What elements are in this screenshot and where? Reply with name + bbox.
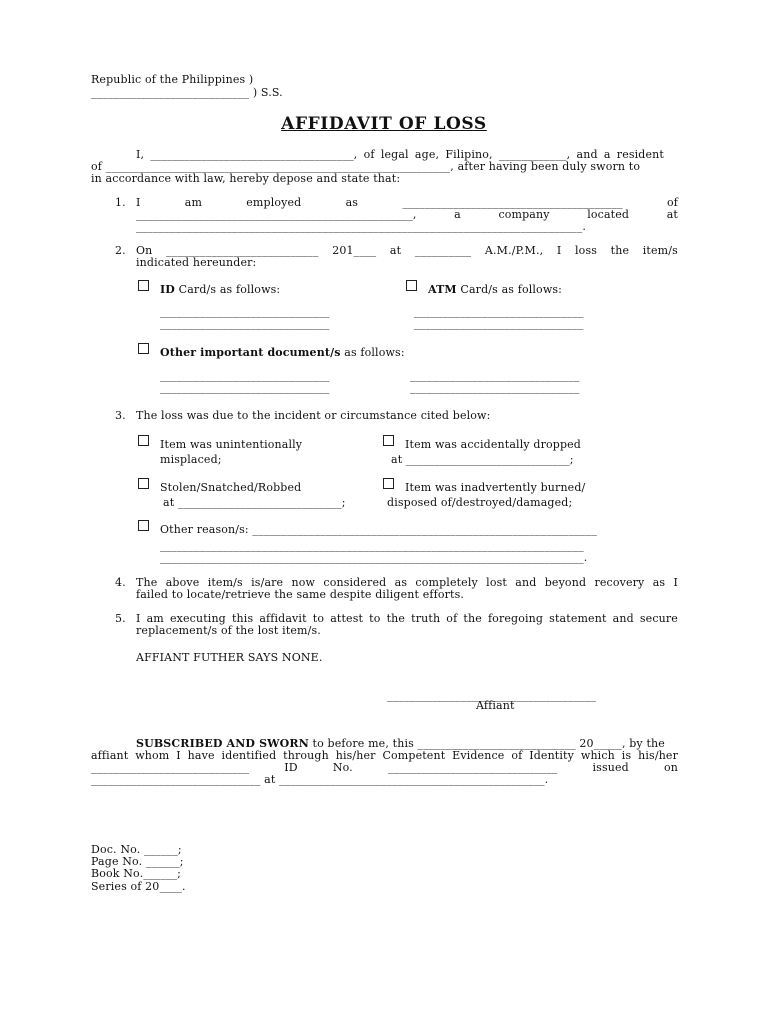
word: item/s bbox=[207, 576, 243, 589]
word: secure bbox=[639, 612, 678, 625]
word: the bbox=[610, 244, 630, 257]
word: is/are bbox=[251, 576, 284, 589]
word: affiant bbox=[91, 749, 129, 762]
word: On bbox=[136, 244, 153, 257]
word: considered bbox=[323, 576, 387, 589]
other-reason-blank-2[interactable]: ___________________________________________________________________________. bbox=[160, 551, 588, 564]
word: and bbox=[612, 612, 634, 625]
word: as bbox=[652, 576, 666, 589]
word: A.M./P.M., bbox=[484, 244, 544, 257]
stolen-checkbox[interactable] bbox=[138, 478, 149, 489]
word: Evidence bbox=[452, 749, 505, 762]
word: I bbox=[136, 612, 141, 625]
word: at bbox=[666, 208, 678, 221]
other-document-blank-2[interactable]: ______________________________ bbox=[160, 381, 330, 394]
word: of bbox=[666, 196, 678, 209]
misplaced-label-1: Item was unintentionally bbox=[160, 438, 303, 451]
word: item/s bbox=[642, 244, 678, 257]
word: to bbox=[312, 612, 325, 625]
other-document-blank-3[interactable]: ______________________________ bbox=[410, 369, 580, 382]
word: resident bbox=[616, 148, 664, 161]
stolen-label-1: Stolen/Snatched/Robbed bbox=[160, 481, 302, 494]
word: I bbox=[556, 244, 562, 257]
word: employed bbox=[246, 196, 302, 209]
word: on bbox=[663, 761, 678, 774]
affiant-signature-line[interactable]: _____________________________________ bbox=[387, 689, 597, 702]
book-number: Book No.______; bbox=[91, 867, 181, 880]
word: of bbox=[511, 749, 523, 762]
word: ____________, bbox=[498, 148, 571, 161]
word: I bbox=[176, 749, 181, 762]
word: to bbox=[369, 612, 381, 625]
word: ___________________________ bbox=[166, 244, 319, 257]
id-card-checkbox[interactable] bbox=[138, 280, 149, 291]
word: I bbox=[673, 576, 678, 589]
word: I, bbox=[136, 148, 145, 161]
burned-label-1: Item was inadvertently burned/ bbox=[405, 481, 586, 494]
word: this bbox=[231, 612, 254, 625]
word: as bbox=[345, 196, 359, 209]
item-1-line-3: _______________________________________________________________________________. bbox=[136, 220, 586, 233]
word: his/her bbox=[335, 749, 376, 762]
series-year: Series of 20____. bbox=[91, 880, 186, 893]
word: ID bbox=[284, 761, 298, 774]
page-title: AFFIDAVIT OF LOSS bbox=[281, 114, 487, 134]
word: at bbox=[389, 244, 402, 257]
word: through bbox=[283, 749, 329, 762]
item-4-line-2: failed to locate/retrieve the same despite diligent efforts. bbox=[136, 588, 465, 601]
word: I bbox=[136, 196, 141, 209]
word: company bbox=[498, 208, 550, 221]
word: which bbox=[580, 749, 615, 762]
other-reason-label: Other reason/s: _____________________________________________________________ bbox=[160, 523, 598, 536]
word: No. bbox=[332, 761, 353, 774]
word: statement bbox=[549, 612, 607, 625]
atm-card-label: ATM Card/s as follows: bbox=[428, 283, 563, 296]
word: loss bbox=[575, 244, 598, 257]
word: whom bbox=[135, 749, 170, 762]
word: beyond bbox=[544, 576, 587, 589]
word: am bbox=[146, 612, 164, 625]
affiant-closing: AFFIANT FUTHER SAYS NONE. bbox=[136, 651, 323, 664]
item-3-text: The loss was due to the incident or circumstance cited below: bbox=[136, 409, 491, 422]
word: _______________________________________ bbox=[402, 196, 623, 209]
jurat-line-4: ______________________________ at _______________________________________________. bbox=[91, 773, 549, 786]
word: _________________________________________________, bbox=[136, 208, 417, 221]
word: and bbox=[515, 576, 537, 589]
word: attest bbox=[330, 612, 364, 625]
header-republic: Republic of the Philippines ) bbox=[91, 73, 254, 86]
atm-card-blank-2[interactable]: ______________________________ bbox=[414, 317, 584, 330]
word: of bbox=[446, 612, 458, 625]
intro-line-3: in accordance with law, hereby depose and state that: bbox=[91, 172, 401, 185]
id-card-blank-2[interactable]: ______________________________ bbox=[160, 317, 330, 330]
word: a bbox=[454, 208, 461, 221]
word: the bbox=[386, 612, 406, 625]
item-2-number: 2. bbox=[115, 244, 126, 257]
word: have bbox=[187, 749, 215, 762]
word: of bbox=[363, 148, 375, 161]
other-reason-checkbox[interactable] bbox=[138, 520, 149, 531]
misplaced-label-2: misplaced; bbox=[160, 453, 222, 466]
word: __________ bbox=[414, 244, 472, 257]
word: is bbox=[621, 749, 632, 762]
word: his/her bbox=[638, 749, 678, 762]
jurat-line-1: SUBSCRIBED AND SWORN to before me, this ____________________________ 20_____, by the bbox=[136, 737, 665, 750]
atm-card-blank-1[interactable]: ______________________________ bbox=[414, 305, 584, 318]
word: legal bbox=[380, 148, 409, 161]
word: ______________________________ bbox=[387, 761, 558, 774]
word: The bbox=[136, 576, 158, 589]
word: 201____ bbox=[332, 244, 377, 257]
item-4-number: 4. bbox=[115, 576, 126, 589]
word: a bbox=[603, 148, 611, 161]
other-document-blank-1[interactable]: ______________________________ bbox=[160, 369, 330, 382]
id-card-blank-1[interactable]: ______________________________ bbox=[160, 305, 330, 318]
word: recovery bbox=[594, 576, 645, 589]
misplaced-checkbox[interactable] bbox=[138, 435, 149, 446]
word: ____________________________ bbox=[91, 761, 250, 774]
word: Filipino, bbox=[445, 148, 493, 161]
atm-card-checkbox[interactable] bbox=[406, 280, 417, 291]
id-card-label: ID Card/s as follows: bbox=[160, 283, 281, 296]
burned-checkbox[interactable] bbox=[383, 478, 394, 489]
header-ss: ____________________________ ) S.S. bbox=[91, 86, 283, 99]
item-5-number: 5. bbox=[115, 612, 126, 625]
other-reason-blank-1[interactable]: ___________________________________________________________________________ bbox=[160, 539, 584, 552]
word: am bbox=[184, 196, 203, 209]
doc-number: Doc. No. ______; bbox=[91, 843, 182, 856]
word: affidavit bbox=[259, 612, 307, 625]
word: Identity bbox=[529, 749, 574, 762]
dropped-label-2: at _____________________________; bbox=[391, 453, 574, 466]
item-3-number: 3. bbox=[115, 409, 126, 422]
other-document-checkbox[interactable] bbox=[138, 343, 149, 354]
dropped-checkbox[interactable] bbox=[383, 435, 394, 446]
affiant-label: Affiant bbox=[476, 699, 515, 712]
word: completely bbox=[415, 576, 478, 589]
word: as bbox=[394, 576, 408, 589]
item-5-line-2: replacement/s of the lost item/s. bbox=[136, 624, 321, 637]
word: Competent bbox=[382, 749, 446, 762]
word: truth bbox=[411, 612, 441, 625]
burned-label-2: disposed of/destroyed/damaged; bbox=[387, 496, 573, 509]
word: executing bbox=[169, 612, 226, 625]
word: issued bbox=[592, 761, 629, 774]
word: ____________________________________, bbox=[150, 148, 358, 161]
word: now bbox=[291, 576, 316, 589]
word: foregoing bbox=[487, 612, 544, 625]
word: identified bbox=[221, 749, 277, 762]
word: above bbox=[165, 576, 200, 589]
item-1-number: 1. bbox=[115, 196, 126, 209]
word: age, bbox=[414, 148, 440, 161]
page-number: Page No. ______; bbox=[91, 855, 184, 868]
dropped-label-1: Item was accidentally dropped bbox=[405, 438, 581, 451]
other-document-blank-4[interactable]: ______________________________ bbox=[410, 381, 580, 394]
other-document-label: Other important document/s as follows: bbox=[160, 346, 405, 359]
stolen-label-2: at _____________________________; bbox=[163, 496, 346, 509]
word: and bbox=[576, 148, 598, 161]
word: the bbox=[463, 612, 482, 625]
word: located bbox=[587, 208, 630, 221]
word: lost bbox=[486, 576, 507, 589]
item-2-line-2: indicated hereunder: bbox=[136, 256, 257, 269]
intro-line-2: of _____________________________________________________________, after having been duly sworn to bbox=[91, 160, 641, 173]
